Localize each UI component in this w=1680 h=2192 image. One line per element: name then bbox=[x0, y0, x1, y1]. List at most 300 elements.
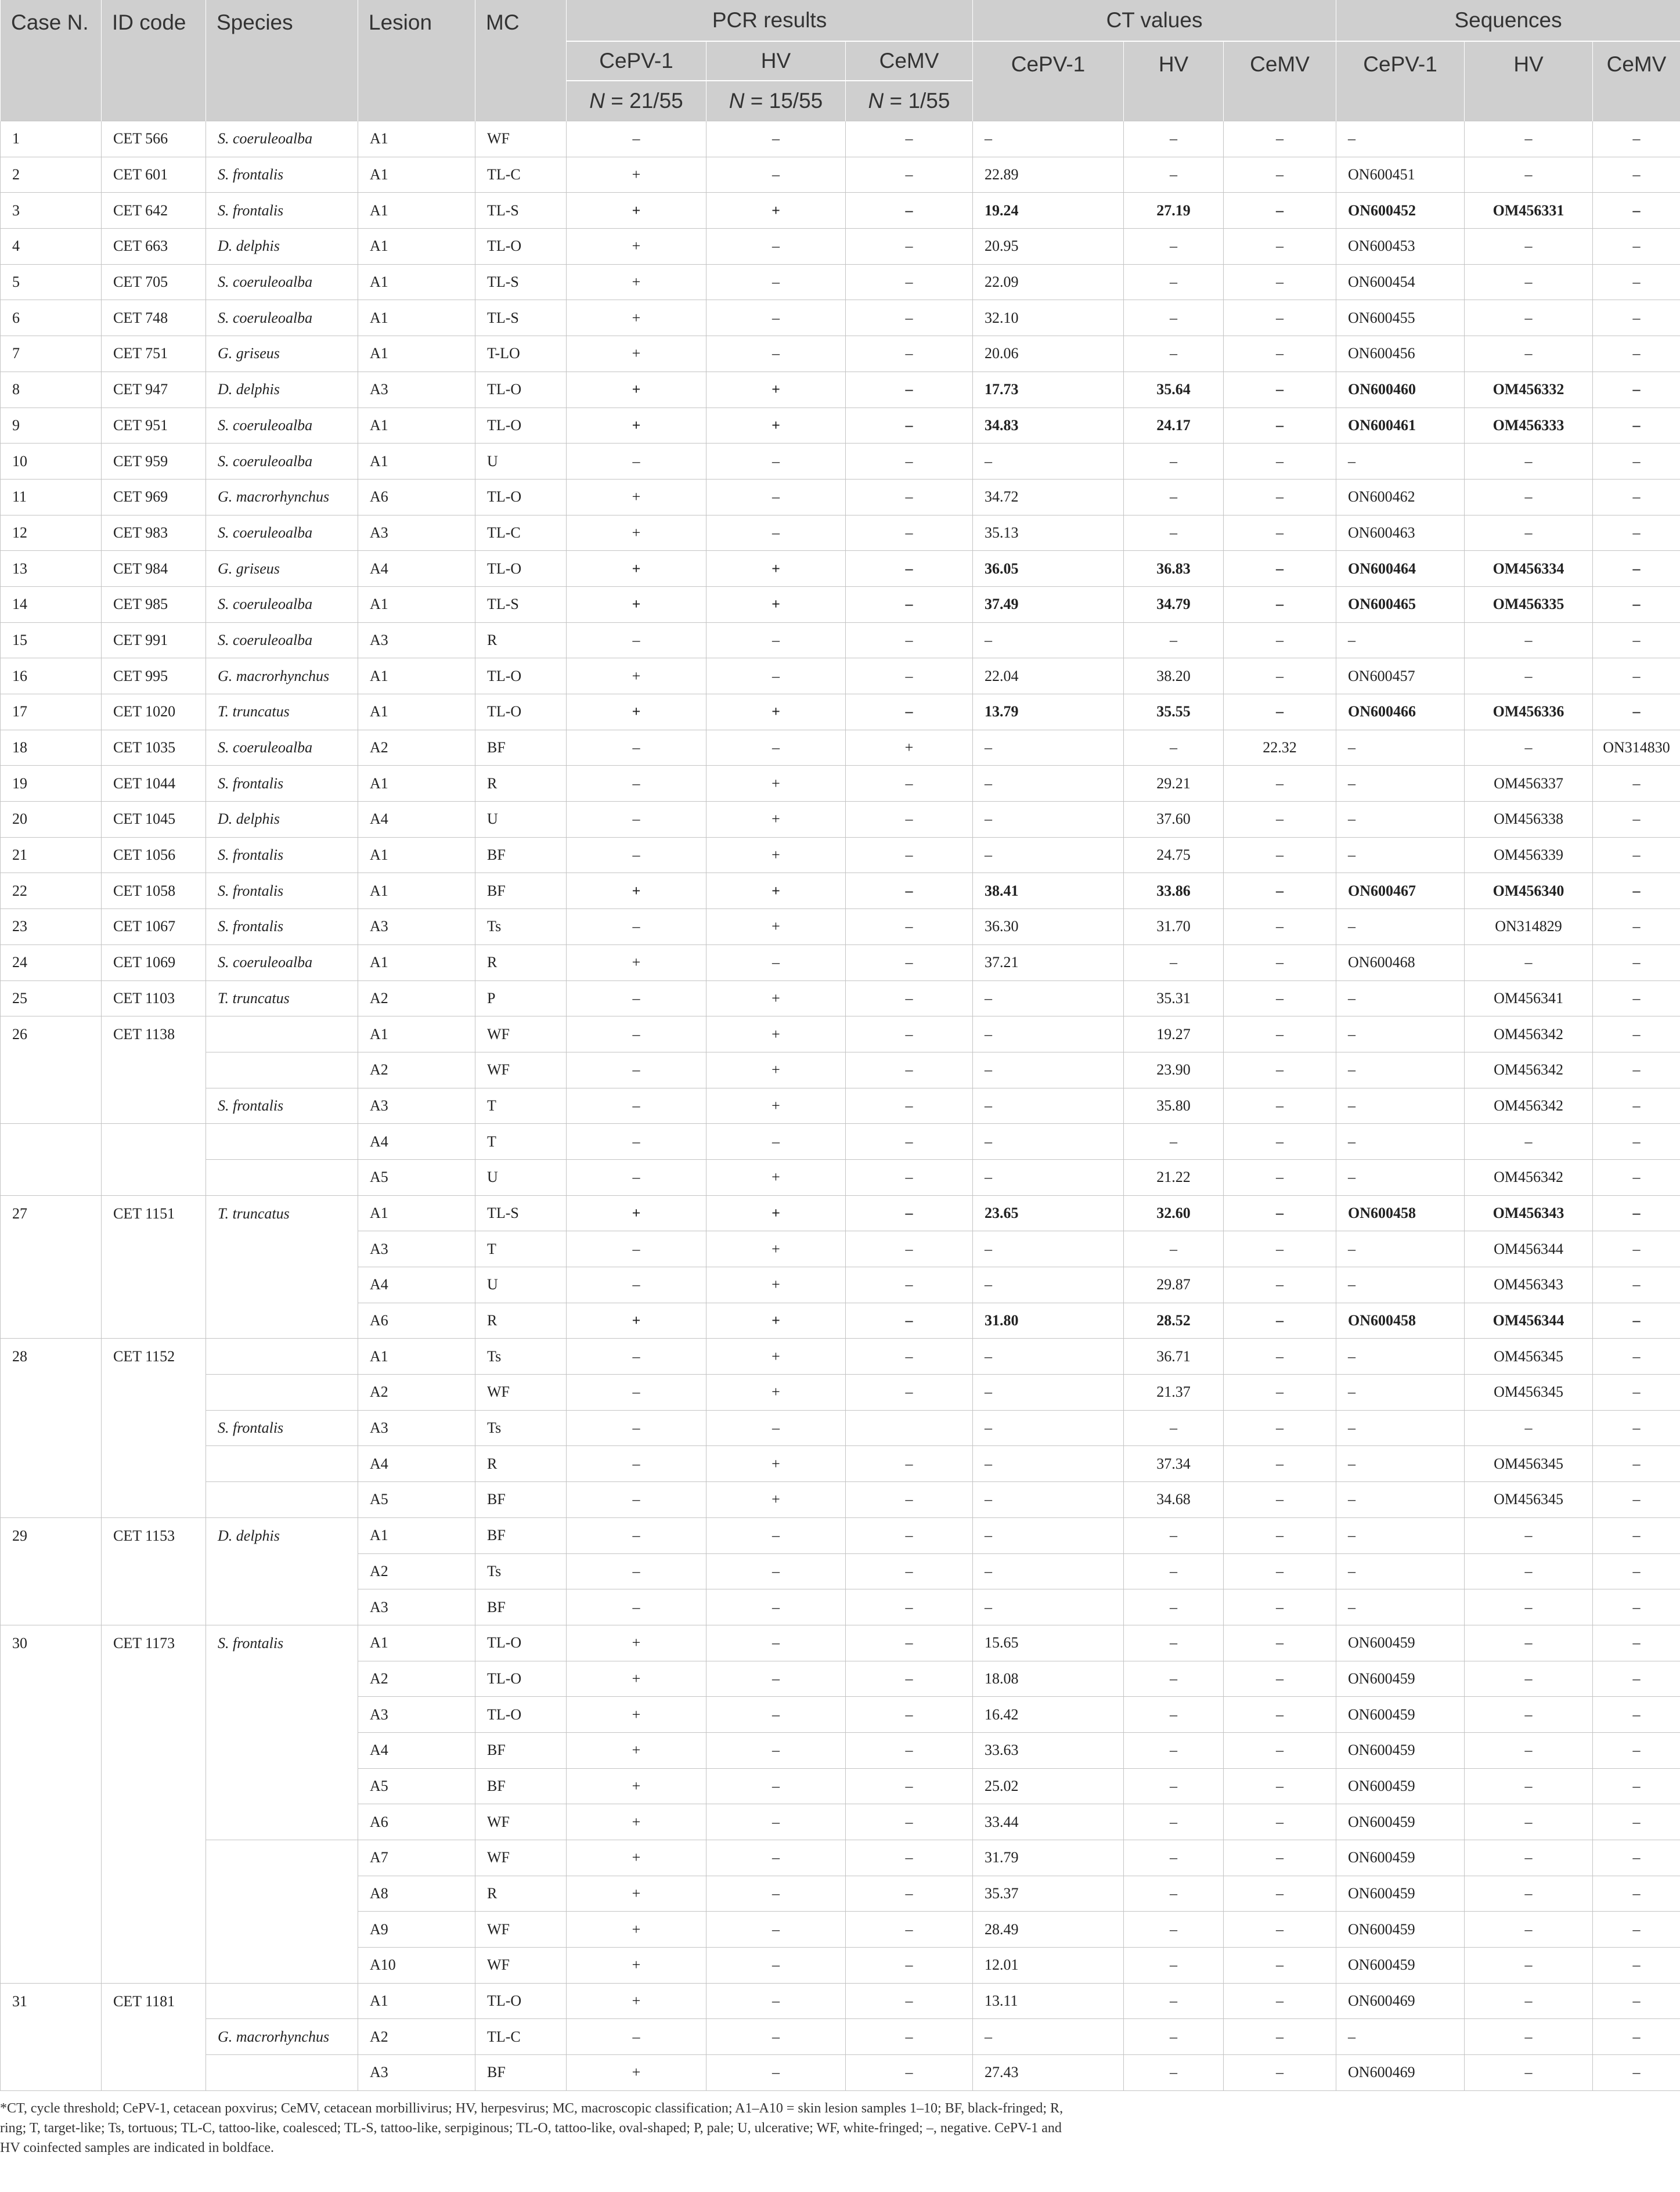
table-row bbox=[1, 157, 1680, 193]
cell-seq-cemv: – bbox=[1593, 1732, 1680, 1768]
cell-pcr-hv: – bbox=[706, 229, 846, 265]
cell-pcr-hv: – bbox=[706, 1553, 846, 1589]
cell-lesion: A3 bbox=[358, 1410, 475, 1446]
table-row bbox=[1, 336, 1680, 372]
cell-lesion: A2 bbox=[358, 730, 475, 766]
cell-pcr-cepv: + bbox=[567, 1625, 706, 1661]
cell-seq-hv: OM456342 bbox=[1465, 1052, 1593, 1088]
cell-mc: WF bbox=[475, 1804, 567, 1840]
cell-seq-cemv: – bbox=[1593, 551, 1680, 587]
cell-seq-cepv: ON600465 bbox=[1336, 586, 1465, 622]
cell-ct-hv: 27.19 bbox=[1124, 193, 1224, 229]
cell-id-code: CET 705 bbox=[102, 264, 206, 300]
cell-pcr-hv: – bbox=[706, 1517, 846, 1553]
cell-species: S. coeruleoalba bbox=[206, 515, 358, 551]
cell-lesion: A1 bbox=[358, 1016, 475, 1052]
header-seq-cemv: CeMV bbox=[1593, 41, 1680, 121]
cell-mc: TL-S bbox=[475, 1195, 567, 1231]
table-row bbox=[1, 694, 1680, 730]
cell-pcr-cemv: – bbox=[846, 1517, 973, 1553]
cell-pcr-cemv: – bbox=[846, 1983, 973, 2019]
cell-seq-hv: OM456345 bbox=[1465, 1482, 1593, 1518]
cell-ct-hv: – bbox=[1124, 264, 1224, 300]
cell-pcr-hv: + bbox=[706, 1482, 846, 1518]
cell-pcr-cepv: – bbox=[567, 1410, 706, 1446]
cell-pcr-cepv: + bbox=[567, 1732, 706, 1768]
cell-ct-cepv: 37.21 bbox=[973, 944, 1124, 980]
cell-pcr-cepv: + bbox=[567, 1876, 706, 1912]
cell-pcr-hv: – bbox=[706, 336, 846, 372]
cell-ct-cepv: – bbox=[973, 444, 1124, 480]
cell-seq-cemv: – bbox=[1593, 1016, 1680, 1052]
cell-pcr-hv: + bbox=[706, 193, 846, 229]
table-row bbox=[1, 2055, 1680, 2091]
cell-pcr-cemv: – bbox=[846, 444, 973, 480]
cell-pcr-cepv: + bbox=[567, 694, 706, 730]
cell-ct-hv: – bbox=[1124, 2019, 1224, 2055]
table-row bbox=[1, 1375, 1680, 1411]
cell-species bbox=[206, 2055, 358, 2091]
cell-ct-cemv: – bbox=[1224, 1482, 1336, 1518]
cell-species bbox=[206, 1446, 358, 1482]
n-hv-value: = 15/55 bbox=[744, 89, 823, 113]
cell-pcr-hv: + bbox=[706, 873, 846, 909]
cell-ct-cepv: 37.49 bbox=[973, 586, 1124, 622]
cell-pcr-cepv: + bbox=[567, 658, 706, 694]
cell-seq-cepv: ON600468 bbox=[1336, 944, 1465, 980]
cell-mc: WF bbox=[475, 1016, 567, 1052]
cell-mc: TL-O bbox=[475, 658, 567, 694]
cell-seq-cemv: – bbox=[1593, 1375, 1680, 1411]
cell-seq-cemv: – bbox=[1593, 1088, 1680, 1124]
cell-ct-cemv: – bbox=[1224, 229, 1336, 265]
cell-seq-cepv: ON600461 bbox=[1336, 408, 1465, 444]
cell-seq-cepv: – bbox=[1336, 1482, 1465, 1518]
cell-seq-hv: – bbox=[1465, 1804, 1593, 1840]
cell-ct-cemv: – bbox=[1224, 1697, 1336, 1733]
cell-pcr-hv: – bbox=[706, 1661, 846, 1697]
cell-seq-cepv: ON600459 bbox=[1336, 1697, 1465, 1733]
cell-species: D. delphis bbox=[206, 1517, 358, 1625]
cell-pcr-hv: – bbox=[706, 658, 846, 694]
cell-seq-hv: – bbox=[1465, 1840, 1593, 1876]
cell-species: G. macrorhynchus bbox=[206, 658, 358, 694]
cell-seq-cemv: – bbox=[1593, 1303, 1680, 1339]
cell-lesion: A3 bbox=[358, 1589, 475, 1625]
cell-pcr-cemv: – bbox=[846, 372, 973, 408]
cell-pcr-cemv: – bbox=[846, 1732, 973, 1768]
cell-ct-cepv: – bbox=[973, 766, 1124, 802]
cell-ct-cemv: – bbox=[1224, 372, 1336, 408]
cell-seq-hv: – bbox=[1465, 622, 1593, 658]
cell-seq-hv: – bbox=[1465, 336, 1593, 372]
cell-mc: T bbox=[475, 1231, 567, 1267]
table-row bbox=[1, 2019, 1680, 2055]
cell-lesion: A1 bbox=[358, 121, 475, 157]
cell-seq-cemv: – bbox=[1593, 444, 1680, 480]
header-n-hv bbox=[706, 81, 846, 121]
cell-ct-hv: – bbox=[1124, 1553, 1224, 1589]
cell-pcr-cepv: + bbox=[567, 336, 706, 372]
cell-lesion: A1 bbox=[358, 766, 475, 802]
cell-seq-cemv: – bbox=[1593, 1876, 1680, 1912]
cell-ct-hv: 23.90 bbox=[1124, 1052, 1224, 1088]
cell-seq-cepv: ON600451 bbox=[1336, 157, 1465, 193]
table-row bbox=[1, 766, 1680, 802]
cell-seq-cepv: ON600452 bbox=[1336, 193, 1465, 229]
cell-pcr-hv: – bbox=[706, 1732, 846, 1768]
cell-ct-cepv: 36.30 bbox=[973, 909, 1124, 945]
cell-lesion: A3 bbox=[358, 1697, 475, 1733]
cell-mc: TL-S bbox=[475, 300, 567, 336]
cell-seq-cepv: – bbox=[1336, 1517, 1465, 1553]
cell-pcr-cemv: – bbox=[846, 1589, 973, 1625]
cell-seq-cemv: – bbox=[1593, 1339, 1680, 1375]
cell-pcr-cemv: – bbox=[846, 1195, 973, 1231]
cell-seq-cepv: ON600462 bbox=[1336, 479, 1465, 515]
cell-lesion: A4 bbox=[358, 1124, 475, 1160]
cell-seq-cemv: – bbox=[1593, 408, 1680, 444]
cell-ct-hv: 29.87 bbox=[1124, 1267, 1224, 1303]
cell-case: 30 bbox=[1, 1625, 102, 1983]
cell-case: 3 bbox=[1, 193, 102, 229]
cell-seq-hv: – bbox=[1465, 1983, 1593, 2019]
cell-pcr-cepv: – bbox=[567, 1231, 706, 1267]
cell-mc: BF bbox=[475, 2055, 567, 2091]
header-ct-cepv: CePV-1 bbox=[973, 41, 1124, 121]
cell-seq-cepv: – bbox=[1336, 1052, 1465, 1088]
cell-lesion: A4 bbox=[358, 1267, 475, 1303]
cell-pcr-cemv: – bbox=[846, 1231, 973, 1267]
cell-case: 2 bbox=[1, 157, 102, 193]
cell-pcr-cepv: + bbox=[567, 1195, 706, 1231]
cell-species bbox=[206, 1983, 358, 2019]
cell-pcr-hv: + bbox=[706, 1052, 846, 1088]
cell-ct-hv: – bbox=[1124, 1231, 1224, 1267]
cell-ct-cemv: – bbox=[1224, 1553, 1336, 1589]
cell-species bbox=[206, 1339, 358, 1375]
cell-lesion: A4 bbox=[358, 802, 475, 838]
cell-pcr-hv: – bbox=[706, 1768, 846, 1804]
cell-pcr-cepv: + bbox=[567, 1661, 706, 1697]
cell-ct-hv: 38.20 bbox=[1124, 658, 1224, 694]
cell-mc: WF bbox=[475, 1375, 567, 1411]
cell-pcr-hv: – bbox=[706, 1625, 846, 1661]
cell-ct-cemv: – bbox=[1224, 980, 1336, 1016]
cell-ct-cemv: – bbox=[1224, 1983, 1336, 2019]
cell-mc: T bbox=[475, 1088, 567, 1124]
cell-ct-cepv: 32.10 bbox=[973, 300, 1124, 336]
cell-case bbox=[1, 1124, 102, 1195]
cell-seq-cepv: – bbox=[1336, 1267, 1465, 1303]
cell-seq-cepv: – bbox=[1336, 1231, 1465, 1267]
cell-mc: R bbox=[475, 766, 567, 802]
cell-lesion: A1 bbox=[358, 1625, 475, 1661]
cell-species: S. frontalis bbox=[206, 193, 358, 229]
header-n-cemv bbox=[846, 81, 973, 121]
cell-case: 9 bbox=[1, 408, 102, 444]
cell-seq-hv: – bbox=[1465, 730, 1593, 766]
cell-lesion: A6 bbox=[358, 1303, 475, 1339]
cell-seq-cemv: – bbox=[1593, 264, 1680, 300]
cell-lesion: A1 bbox=[358, 694, 475, 730]
table-row bbox=[1, 1446, 1680, 1482]
cell-mc: T bbox=[475, 1124, 567, 1160]
cell-seq-cepv: ON600469 bbox=[1336, 1983, 1465, 2019]
table-row bbox=[1, 229, 1680, 265]
cell-ct-hv: – bbox=[1124, 1840, 1224, 1876]
n-symbol: N bbox=[729, 89, 745, 113]
cell-ct-cepv: – bbox=[973, 730, 1124, 766]
cell-ct-hv: – bbox=[1124, 622, 1224, 658]
cell-species: S. coeruleoalba bbox=[206, 121, 358, 157]
cell-species: S. frontalis bbox=[206, 157, 358, 193]
header-sequences: Sequences bbox=[1336, 0, 1680, 41]
cell-ct-cemv: – bbox=[1224, 1375, 1336, 1411]
cell-ct-cepv: 27.43 bbox=[973, 2055, 1124, 2091]
header-seq-cepv: CePV-1 bbox=[1336, 41, 1465, 121]
cell-case: 22 bbox=[1, 873, 102, 909]
cell-case: 24 bbox=[1, 944, 102, 980]
cell-seq-hv: – bbox=[1465, 264, 1593, 300]
cell-mc: R bbox=[475, 944, 567, 980]
cell-mc: BF bbox=[475, 730, 567, 766]
cell-mc: WF bbox=[475, 121, 567, 157]
cell-pcr-cepv: – bbox=[567, 909, 706, 945]
cell-seq-cemv: – bbox=[1593, 193, 1680, 229]
cell-seq-cepv: ON600459 bbox=[1336, 1876, 1465, 1912]
cell-id-code: CET 1152 bbox=[102, 1339, 206, 1517]
cell-ct-cepv: 34.72 bbox=[973, 479, 1124, 515]
table-row bbox=[1, 121, 1680, 157]
cell-ct-cemv: – bbox=[1224, 1768, 1336, 1804]
cell-seq-cemv: – bbox=[1593, 1804, 1680, 1840]
table-row bbox=[1, 264, 1680, 300]
cell-seq-cemv: – bbox=[1593, 229, 1680, 265]
cell-ct-hv: – bbox=[1124, 1410, 1224, 1446]
cell-pcr-cemv: – bbox=[846, 1339, 973, 1375]
cell-pcr-hv: – bbox=[706, 157, 846, 193]
cell-lesion: A5 bbox=[358, 1159, 475, 1195]
cell-lesion: A7 bbox=[358, 1840, 475, 1876]
cell-pcr-hv: – bbox=[706, 300, 846, 336]
cell-pcr-cepv: – bbox=[567, 802, 706, 838]
cell-id-code: CET 959 bbox=[102, 444, 206, 480]
cell-ct-cemv: – bbox=[1224, 408, 1336, 444]
cell-ct-cemv: – bbox=[1224, 622, 1336, 658]
cell-ct-cemv: – bbox=[1224, 1231, 1336, 1267]
cell-seq-hv: – bbox=[1465, 121, 1593, 157]
table-row bbox=[1, 1339, 1680, 1375]
cell-ct-cepv: 13.11 bbox=[973, 1983, 1124, 2019]
cell-seq-cepv: – bbox=[1336, 837, 1465, 873]
cell-seq-cemv: – bbox=[1593, 766, 1680, 802]
cell-species: S. coeruleoalba bbox=[206, 264, 358, 300]
cell-species: G. macrorhynchus bbox=[206, 2019, 358, 2055]
cell-pcr-cemv: – bbox=[846, 694, 973, 730]
cell-pcr-cepv: – bbox=[567, 2019, 706, 2055]
cell-ct-cepv: 28.49 bbox=[973, 1912, 1124, 1948]
cell-ct-cemv: – bbox=[1224, 551, 1336, 587]
cell-ct-cemv: – bbox=[1224, 1410, 1336, 1446]
n-cemv-value: = 1/55 bbox=[884, 89, 950, 113]
header-ct-cemv: CeMV bbox=[1224, 41, 1336, 121]
cell-species: S. frontalis bbox=[206, 1088, 358, 1124]
table-row bbox=[1, 1195, 1680, 1231]
cell-case: 21 bbox=[1, 837, 102, 873]
cell-pcr-cemv: – bbox=[846, 193, 973, 229]
cell-ct-cemv: – bbox=[1224, 193, 1336, 229]
cell-case: 16 bbox=[1, 658, 102, 694]
cell-ct-cemv: – bbox=[1224, 802, 1336, 838]
cell-seq-cepv: ON600459 bbox=[1336, 1768, 1465, 1804]
cell-species: S. frontalis bbox=[206, 837, 358, 873]
cell-ct-hv: 37.60 bbox=[1124, 802, 1224, 838]
cell-mc: Ts bbox=[475, 1553, 567, 1589]
cell-seq-cepv: ON600464 bbox=[1336, 551, 1465, 587]
cell-ct-cepv: – bbox=[973, 1052, 1124, 1088]
cell-pcr-cepv: – bbox=[567, 1088, 706, 1124]
cell-ct-hv: – bbox=[1124, 1948, 1224, 1984]
cell-ct-cemv: – bbox=[1224, 1303, 1336, 1339]
cell-case: 11 bbox=[1, 479, 102, 515]
cell-ct-hv: – bbox=[1124, 2055, 1224, 2091]
cell-ct-cepv: – bbox=[973, 1517, 1124, 1553]
cell-pcr-cemv: – bbox=[846, 408, 973, 444]
cell-ct-cepv: 18.08 bbox=[973, 1661, 1124, 1697]
header-lesion: Lesion bbox=[358, 0, 475, 121]
cell-species: S. coeruleoalba bbox=[206, 730, 358, 766]
cell-pcr-hv: + bbox=[706, 909, 846, 945]
cell-seq-cemv: – bbox=[1593, 1768, 1680, 1804]
cell-species bbox=[206, 1482, 358, 1518]
cell-pcr-hv: + bbox=[706, 1195, 846, 1231]
cell-pcr-cepv: + bbox=[567, 1948, 706, 1984]
cell-pcr-cepv: – bbox=[567, 1446, 706, 1482]
cell-species: S. frontalis bbox=[206, 909, 358, 945]
cell-seq-cepv: – bbox=[1336, 980, 1465, 1016]
cell-pcr-cepv: + bbox=[567, 1804, 706, 1840]
cell-id-code: CET 985 bbox=[102, 586, 206, 622]
cell-seq-cemv: – bbox=[1593, 622, 1680, 658]
table-row bbox=[1, 802, 1680, 838]
cell-ct-cepv: 13.79 bbox=[973, 694, 1124, 730]
header-seq-hv: HV bbox=[1465, 41, 1593, 121]
cell-mc: TL-O bbox=[475, 551, 567, 587]
header-ct-values: CT values bbox=[973, 0, 1336, 41]
cell-ct-cemv: – bbox=[1224, 1339, 1336, 1375]
cell-pcr-cepv: + bbox=[567, 551, 706, 587]
cell-seq-hv: OM456345 bbox=[1465, 1446, 1593, 1482]
cell-seq-hv: OM456339 bbox=[1465, 837, 1593, 873]
cell-mc: TL-C bbox=[475, 2019, 567, 2055]
cell-ct-hv: – bbox=[1124, 1983, 1224, 2019]
cell-mc: TL-O bbox=[475, 694, 567, 730]
cell-ct-cemv: – bbox=[1224, 479, 1336, 515]
cell-lesion: A1 bbox=[358, 1517, 475, 1553]
cell-seq-cepv: ON600459 bbox=[1336, 1732, 1465, 1768]
cell-pcr-cemv: – bbox=[846, 1840, 973, 1876]
cell-seq-cemv: – bbox=[1593, 1983, 1680, 2019]
cell-lesion: A3 bbox=[358, 372, 475, 408]
cell-case: 31 bbox=[1, 1983, 102, 2090]
cell-id-code: CET 1020 bbox=[102, 694, 206, 730]
cell-pcr-cemv: – bbox=[846, 766, 973, 802]
cell-pcr-cepv: – bbox=[567, 444, 706, 480]
cell-ct-cepv: 19.24 bbox=[973, 193, 1124, 229]
cell-pcr-cepv: + bbox=[567, 372, 706, 408]
cell-seq-cemv: – bbox=[1593, 980, 1680, 1016]
cell-ct-cemv: – bbox=[1224, 909, 1336, 945]
cell-id-code: CET 947 bbox=[102, 372, 206, 408]
cell-seq-hv: – bbox=[1465, 157, 1593, 193]
cell-ct-hv: 24.75 bbox=[1124, 837, 1224, 873]
cell-ct-cemv: – bbox=[1224, 1159, 1336, 1195]
cell-ct-hv: 35.31 bbox=[1124, 980, 1224, 1016]
cell-mc: WF bbox=[475, 1840, 567, 1876]
cell-ct-hv: – bbox=[1124, 1589, 1224, 1625]
cell-seq-cemv: – bbox=[1593, 1661, 1680, 1697]
cell-mc: TL-O bbox=[475, 408, 567, 444]
cell-lesion: A1 bbox=[358, 837, 475, 873]
cell-lesion: A1 bbox=[358, 264, 475, 300]
header-n-cepv bbox=[567, 81, 706, 121]
table-row bbox=[1, 193, 1680, 229]
cell-mc: BF bbox=[475, 837, 567, 873]
table-row bbox=[1, 658, 1680, 694]
cell-ct-hv: – bbox=[1124, 1876, 1224, 1912]
cell-species: S. frontalis bbox=[206, 873, 358, 909]
cell-pcr-cemv: – bbox=[846, 1482, 973, 1518]
cell-seq-cepv: – bbox=[1336, 1016, 1465, 1052]
cell-lesion: A5 bbox=[358, 1482, 475, 1518]
cell-seq-cemv: – bbox=[1593, 1231, 1680, 1267]
cell-ct-cepv: 31.80 bbox=[973, 1303, 1124, 1339]
cell-id-code: CET 601 bbox=[102, 157, 206, 193]
cell-species: S. frontalis bbox=[206, 1410, 358, 1446]
cell-seq-cemv: – bbox=[1593, 1159, 1680, 1195]
cell-ct-cemv: – bbox=[1224, 1625, 1336, 1661]
cell-ct-hv: – bbox=[1124, 1912, 1224, 1948]
cell-mc: T-LO bbox=[475, 336, 567, 372]
table-row bbox=[1, 444, 1680, 480]
cell-lesion: A4 bbox=[358, 1732, 475, 1768]
cell-ct-cepv: – bbox=[973, 1375, 1124, 1411]
header-species: Species bbox=[206, 0, 358, 121]
cell-ct-cepv: – bbox=[973, 1553, 1124, 1589]
cell-ct-hv: 36.83 bbox=[1124, 551, 1224, 587]
cell-ct-cemv: – bbox=[1224, 1589, 1336, 1625]
cell-pcr-cemv: – bbox=[846, 1768, 973, 1804]
cell-seq-cepv: ON600463 bbox=[1336, 515, 1465, 551]
cell-pcr-cemv: – bbox=[846, 479, 973, 515]
cell-lesion: A1 bbox=[358, 193, 475, 229]
cell-id-code: CET 951 bbox=[102, 408, 206, 444]
cell-seq-cemv: – bbox=[1593, 909, 1680, 945]
cell-id-code: CET 751 bbox=[102, 336, 206, 372]
cell-pcr-hv: – bbox=[706, 1948, 846, 1984]
cell-seq-hv: OM456334 bbox=[1465, 551, 1593, 587]
cell-species: T. truncatus bbox=[206, 1195, 358, 1339]
cell-mc: R bbox=[475, 1303, 567, 1339]
table-row bbox=[1, 1016, 1680, 1052]
cell-case: 23 bbox=[1, 909, 102, 945]
cell-ct-hv: 35.64 bbox=[1124, 372, 1224, 408]
cell-id-code: CET 1151 bbox=[102, 1195, 206, 1339]
cell-seq-cemv: – bbox=[1593, 837, 1680, 873]
cell-seq-hv: – bbox=[1465, 1410, 1593, 1446]
table-row bbox=[1, 730, 1680, 766]
